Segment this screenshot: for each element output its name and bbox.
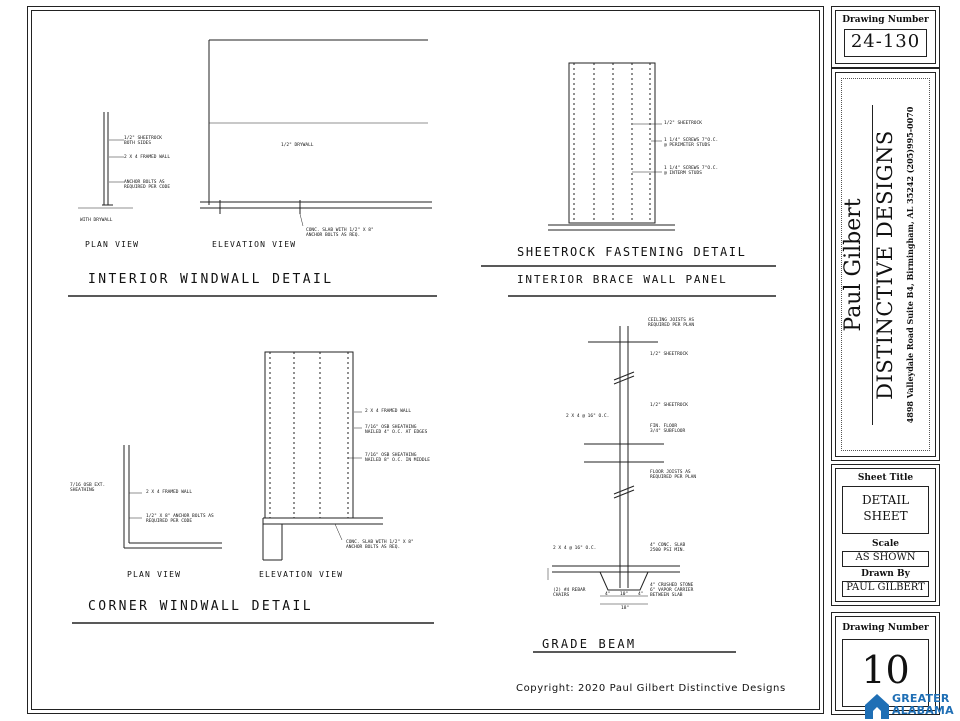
note-with-drywall: WITH DRYWALL bbox=[80, 218, 113, 223]
drawing-number-label: Drawing Number bbox=[842, 15, 929, 25]
note-sheetrock-fastening: 1/2" SHEETROCK bbox=[664, 121, 702, 126]
copyright-text: Copyright: 2020 Paul Gilbert Distinctive Designs bbox=[516, 683, 786, 694]
scale-box bbox=[842, 551, 929, 567]
note-osb-middle: 7/16" OSB SHEATHING NAILED 8" O.C. IN MIDDLE bbox=[365, 453, 431, 463]
sheet-number-label: Drawing Number bbox=[842, 623, 929, 633]
title-block-drawing-number bbox=[835, 10, 936, 64]
note-elevation-drywall: 1/2" DRYWALL bbox=[281, 143, 314, 148]
corner-windwall-title: CORNER WINDWALL DETAIL bbox=[88, 599, 313, 614]
note-gb-conc-slab: 4" CONC. SLAB 2500 PSI MIN. bbox=[650, 543, 686, 553]
dim-gb-a: 4" bbox=[605, 592, 611, 597]
interior-plan-view-drawing bbox=[78, 112, 133, 208]
note-corner-elev-framed-wall: 2 X 4 FRAMED WALL bbox=[365, 409, 412, 414]
note-gb-sheetrock-top: 1/2" SHEETROCK bbox=[650, 352, 688, 357]
corner-plan-view-drawing bbox=[124, 445, 222, 548]
corner-elevation-view-label: ELEVATION VIEW bbox=[259, 570, 344, 579]
drawn-by-box bbox=[842, 581, 929, 597]
note-ceiling-joists: CEILING JOISTS AS REQUIRED PER PLAN bbox=[648, 318, 695, 328]
drawn-by-value: PAUL GILBERT bbox=[846, 582, 925, 593]
note-2x4-framed-wall: 2 X 4 FRAMED WALL bbox=[124, 155, 171, 160]
dim-gb-b: 10" bbox=[620, 592, 629, 597]
designer-name: Paul Gilbert bbox=[840, 197, 866, 332]
sheet-title-box bbox=[842, 486, 929, 534]
sheetrock-panel-drawing bbox=[548, 63, 675, 230]
note-osb-ext-sheathing: 7/16 OSB EXT. SHEATHING bbox=[70, 483, 106, 493]
interior-windwall-title: INTERIOR WINDWALL DETAIL bbox=[88, 272, 334, 287]
drawing-number-value: 24-130 bbox=[850, 31, 921, 52]
drawing-number-box bbox=[844, 29, 927, 57]
interior-elevation-view-label: ELEVATION VIEW bbox=[212, 240, 297, 249]
corner-plan-view-label: PLAN VIEW bbox=[127, 570, 182, 579]
watermark-logo bbox=[862, 690, 958, 720]
scale-label: Scale bbox=[872, 539, 899, 549]
interior-plan-view-label: PLAN VIEW bbox=[85, 240, 140, 249]
note-sheetrock-both-sides: 1/2" SHEETROCK BOTH SIDES bbox=[124, 136, 162, 146]
sheet-title-value: DETAIL SHEET bbox=[861, 493, 910, 523]
note-gb-sheetrock-mid: 1/2" SHEETROCK bbox=[650, 403, 688, 408]
company-name: DISTINCTIVE DESIGNS bbox=[872, 129, 897, 400]
interior-elevation-drawing bbox=[200, 40, 432, 226]
watermark-line1: GREATER bbox=[892, 692, 950, 705]
note-screws-interim: 1 1/4" SCREWS 7"O.C. @ INTERM STUDS bbox=[664, 166, 719, 176]
note-conc-slab-interior: CONC. SLAB WITH 1/2" X 8" ANCHOR BOLTS AS REQ. bbox=[306, 228, 374, 238]
grade-beam-drawing bbox=[548, 326, 680, 604]
company-address: 4898 Valleydale Road Suite B4, Birmingham, AL 35242 (205)995-0070 bbox=[904, 106, 915, 423]
sheet-title-label: Sheet Title bbox=[857, 473, 914, 483]
company-rotated-block bbox=[841, 85, 931, 445]
drawn-by-label: Drawn By bbox=[861, 569, 910, 579]
interior-brace-wall-subtitle: INTERIOR BRACE WALL PANEL bbox=[517, 273, 728, 286]
sheet-number-value: 10 bbox=[861, 648, 910, 692]
sheetrock-fastening-title: SHEETROCK FASTENING DETAIL bbox=[517, 245, 747, 259]
house-icon bbox=[862, 691, 892, 721]
note-corner-conc-slab: CONC. SLAB WITH 1/2" X 8" ANCHOR BOLTS AS REQ. bbox=[346, 540, 414, 550]
note-corner-framed-wall: 2 X 4 FRAMED WALL bbox=[146, 490, 193, 495]
note-osb-edges: 7/16" OSB SHEATHING NAILED 4" O.C. AT EDGES bbox=[365, 425, 428, 435]
note-screws-perimeter: 1 1/4" SCREWS 7"O.C. @ PERIMETER STUDS bbox=[664, 138, 719, 148]
note-gb-floor-joists: FLOOR JOISTS AS REQUIRED PER PLAN bbox=[650, 470, 697, 480]
note-gb-rebar: (2) #4 REBAR CHAIRS bbox=[553, 588, 586, 598]
scale-value: AS SHOWN bbox=[855, 552, 916, 563]
note-gb-crushed-stone: 4" CRUSHED STONE 6" VAPOR CARRIER BETWEEN SLAB bbox=[650, 583, 694, 598]
note-gb-floor: FIN. FLOOR 3/4" SUBFLOOR bbox=[650, 424, 686, 434]
dim-gb-total: 18" bbox=[621, 606, 630, 611]
note-gb-studs-upper: 2 X 4 @ 16" O.C. bbox=[566, 414, 610, 419]
note-anchor-bolts: ANCHOR BOLTS AS REQUIRED PER CODE bbox=[124, 180, 171, 190]
note-corner-anchor-bolts: 1/2" X 8" ANCHOR BOLTS AS REQUIRED PER CODE bbox=[146, 514, 214, 524]
dim-gb-c: 4" bbox=[638, 592, 644, 597]
title-block-company bbox=[835, 72, 936, 457]
title-block-sheet-info bbox=[835, 468, 936, 602]
note-gb-studs-lower: 2 X 4 @ 16" O.C. bbox=[553, 546, 597, 551]
grade-beam-title: GRADE BEAM bbox=[542, 637, 637, 651]
watermark-line2: ALABAMA bbox=[892, 704, 954, 717]
company-divider bbox=[872, 105, 873, 425]
